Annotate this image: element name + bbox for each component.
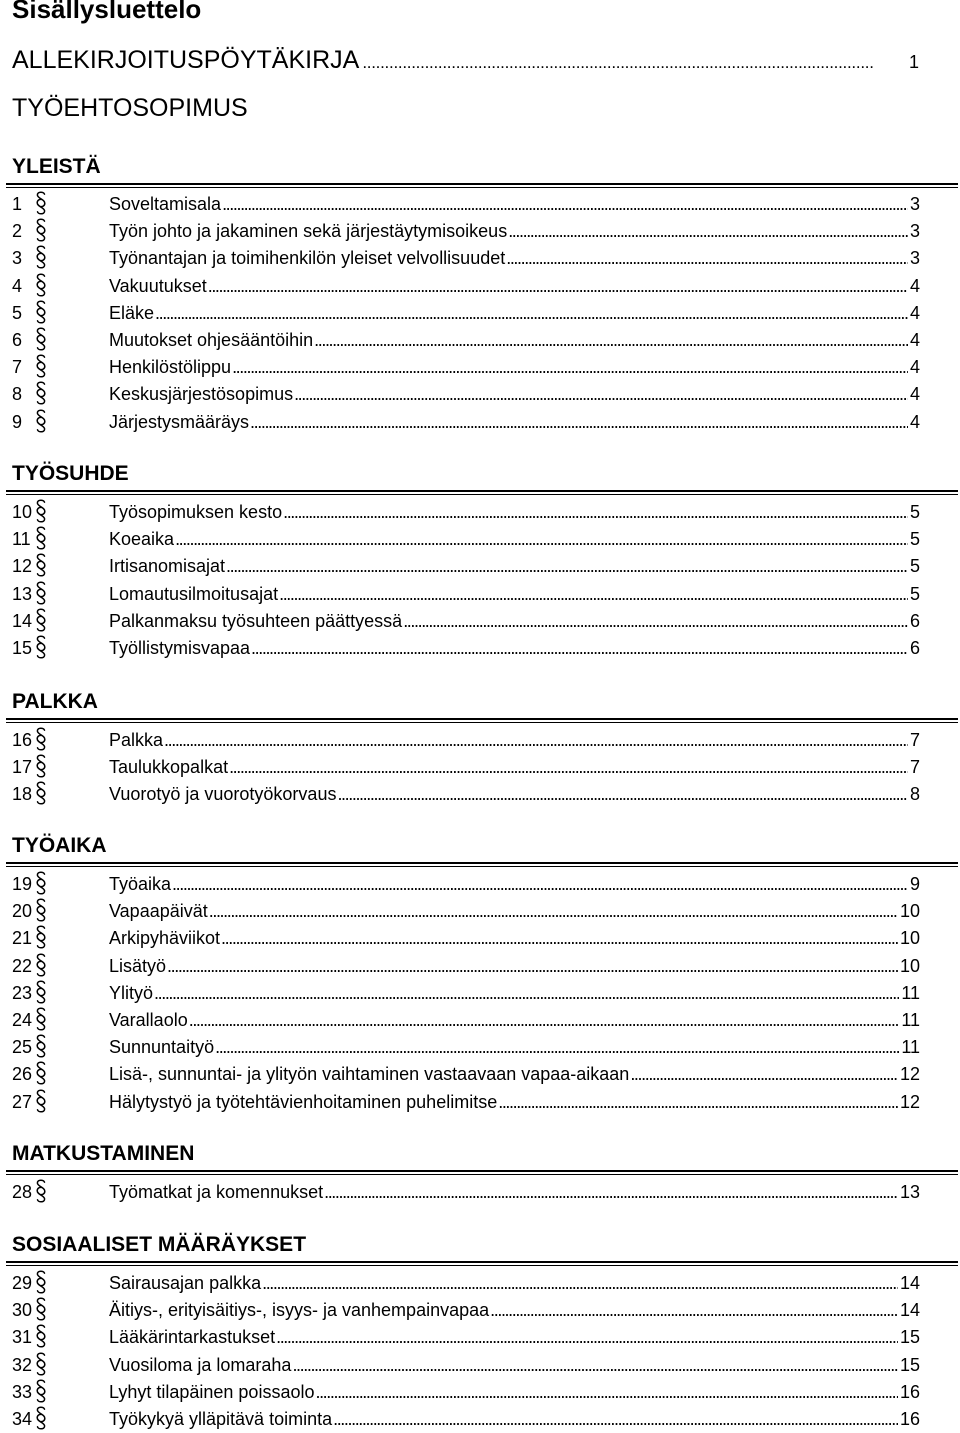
toc-entry-page: 4	[909, 384, 920, 405]
toc-entry-number: 11	[12, 529, 31, 550]
toc-entry-number: 12	[12, 556, 33, 577]
toc-entry-label: Työmatkat ja komennukset	[109, 1182, 324, 1202]
toc-entry-label: Muutokset ohjesääntöihin	[109, 330, 314, 350]
toc-top-entry[interactable]	[12, 44, 919, 79]
toc-entry-page: 12	[899, 1064, 920, 1085]
toc-entry-label: Työkykyä ylläpitävä toiminta	[109, 1409, 333, 1429]
toc-entry-label: Palkanmaksu työsuhteen päättyessä	[109, 610, 403, 631]
toc-entry-page: 11	[901, 1010, 920, 1030]
toc-entry-number: 33	[12, 1381, 33, 1402]
toc-entry-number: 15	[12, 638, 33, 658]
dot-leader	[314, 327, 908, 354]
toc-top-entry-label: TYÖEHTOSOPIMUS	[12, 94, 248, 122]
dot-leader	[362, 47, 906, 79]
toc-entry-page: 16	[899, 1381, 920, 1402]
toc-entry-page: 6	[909, 638, 920, 658]
toc-entry-label: Vuosiloma ja lomaraha	[109, 1354, 292, 1375]
toc-top-entry-page: 1	[908, 52, 919, 72]
toc-entry[interactable]	[12, 898, 920, 925]
toc-entry-page: 5	[909, 529, 920, 550]
toc-entry-page: 4	[909, 330, 920, 350]
toc-entry[interactable]	[12, 1406, 920, 1433]
dot-leader	[315, 1379, 897, 1406]
page-title: Sisällysluettelo	[12, 0, 202, 24]
toc-entry-label: Lisätyö	[109, 955, 167, 976]
toc-entry-number: 5	[12, 302, 23, 323]
dot-leader	[215, 1034, 899, 1061]
dot-leader	[333, 1406, 898, 1433]
dot-leader	[251, 635, 908, 662]
toc-entry[interactable]	[12, 354, 920, 381]
dot-leader	[337, 781, 908, 808]
toc-entry-number: 14	[12, 610, 33, 631]
toc-entry-number: 30	[12, 1300, 33, 1321]
toc-entry-page: 6	[909, 610, 920, 631]
toc-entry-label: Lisä-, sunnuntai- ja ylityön vaihtaminen vastaavaan vapaa-aikaan	[109, 1064, 630, 1085]
toc-entry[interactable]	[12, 499, 920, 526]
dot-leader	[221, 925, 898, 952]
section-heading: TYÖSUHDE	[12, 462, 129, 485]
toc-entry-number: 26	[12, 1064, 33, 1085]
toc-entry-number: 27	[12, 1091, 33, 1112]
toc-entry-label: Äitiys-, erityisäitiys-, isyys- ja vanhempainvapaa	[109, 1300, 490, 1321]
dot-leader	[189, 1007, 900, 1034]
dot-leader	[164, 727, 908, 754]
toc-entry[interactable]	[12, 1324, 920, 1351]
toc-entry-number: 21	[12, 928, 33, 949]
toc-entry-page: 4	[909, 357, 920, 378]
toc-entry[interactable]	[12, 581, 920, 608]
toc-entry-page: 4	[909, 302, 920, 323]
toc-entry-page: 11	[901, 1037, 920, 1058]
dot-leader	[229, 754, 908, 781]
toc-entry-number: 19	[12, 874, 33, 894]
dot-leader	[498, 1089, 898, 1116]
toc-entry-number: 34	[12, 1409, 33, 1429]
toc-entry-label: Työnantajan ja toimihenkilön yleiset velvollisuudet	[109, 248, 506, 269]
toc-entry-number: 3	[12, 248, 23, 269]
toc-entry-page: 10	[899, 901, 920, 922]
dot-leader	[506, 245, 908, 272]
toc-entry-number: 2	[12, 221, 23, 242]
toc-entry[interactable]	[12, 754, 920, 781]
toc-entry-page: 11	[901, 982, 920, 1003]
toc-entry-page: 5	[909, 556, 920, 577]
toc-entry[interactable]	[12, 635, 920, 662]
section-divider	[6, 718, 958, 723]
section-heading: SOSIAALISET MÄÄRÄYKSET	[12, 1233, 307, 1256]
toc-entry-label: Vapaapäivät	[109, 901, 208, 922]
dot-leader	[262, 1270, 898, 1297]
dot-leader	[167, 953, 898, 980]
toc-entry-label: Työaika	[109, 874, 172, 894]
toc-entry-page: 15	[899, 1327, 920, 1348]
toc-entry-page: 7	[909, 730, 920, 750]
toc-entry[interactable]	[12, 273, 920, 300]
toc-entry-label: Eläke	[109, 302, 155, 323]
toc-entry[interactable]	[12, 1179, 920, 1206]
section-divider	[6, 862, 958, 867]
toc-entry[interactable]	[12, 953, 920, 980]
toc-entry-label: Keskusjärjestösopimus	[109, 384, 294, 405]
toc-entry[interactable]	[12, 327, 920, 354]
toc-entry-page: 5	[909, 583, 920, 604]
toc-entry-number: 17	[12, 757, 33, 778]
toc-entry-page: 3	[909, 194, 920, 214]
toc-entry[interactable]	[12, 727, 920, 754]
toc-entry-number: 1	[12, 194, 23, 214]
section-heading: MATKUSTAMINEN	[12, 1142, 195, 1165]
toc-entry[interactable]	[12, 218, 920, 245]
section-heading: YLEISTÄ	[12, 155, 101, 178]
toc-entry-number: 18	[12, 784, 33, 805]
toc-entry-label: Palkka	[109, 730, 164, 750]
dot-leader	[630, 1061, 898, 1088]
toc-entry-label: Työn johto ja jakaminen sekä järjestäytymisoikeus	[109, 221, 508, 242]
section-divider	[6, 1261, 958, 1266]
dot-leader	[276, 1324, 898, 1351]
dot-leader	[403, 608, 908, 635]
toc-entry-label: Sunnuntaityö	[109, 1037, 215, 1058]
toc-top-entry-label: ALLEKIRJOITUSPÖYTÄKIRJA	[12, 46, 360, 74]
dot-leader	[250, 409, 908, 436]
section-divider	[6, 490, 958, 495]
toc-entry-label: Lomautusilmoitusajat	[109, 583, 279, 604]
toc-entry-label: Sairausajan palkka	[109, 1273, 262, 1293]
toc-entry-number: 32	[12, 1354, 33, 1375]
toc-entry-number: 9	[12, 411, 23, 432]
toc-entry-number: 31	[12, 1327, 33, 1348]
toc-entry-page: 13	[899, 1182, 920, 1202]
toc-entry[interactable]	[12, 1061, 920, 1088]
toc-entry[interactable]	[12, 553, 920, 580]
toc-entry[interactable]	[12, 1270, 920, 1297]
toc-entry-page: 16	[899, 1409, 920, 1429]
toc-entry[interactable]	[12, 1297, 920, 1324]
toc-entry[interactable]	[12, 871, 920, 898]
dot-leader	[508, 218, 908, 245]
dot-leader	[283, 499, 908, 526]
toc-entry-number: 13	[12, 583, 33, 604]
dot-leader	[490, 1297, 898, 1324]
toc-entry-label: Järjestysmääräys	[109, 411, 250, 432]
toc-entry-label: Vakuutukset	[109, 275, 207, 296]
dot-leader	[279, 581, 908, 608]
toc-entry[interactable]	[12, 1379, 920, 1406]
toc-entry[interactable]	[12, 781, 920, 808]
toc-entry-number: 28	[12, 1182, 33, 1202]
toc-entry[interactable]	[12, 526, 920, 553]
toc-entry-number: 8	[12, 384, 23, 405]
toc-entry-page: 3	[909, 248, 920, 269]
toc-entry-page: 15	[899, 1354, 920, 1375]
toc-entry-label: Työsopimuksen kesto	[109, 502, 283, 522]
toc-entry-label: Työllistymisvapaa	[109, 638, 251, 658]
dot-leader	[172, 871, 908, 898]
toc-entry-number: 6	[12, 330, 23, 350]
toc-entry-label: Taulukkopalkat	[109, 757, 229, 778]
toc-entry-page: 9	[909, 874, 920, 894]
toc-entry-label: Koeaika	[109, 529, 175, 550]
toc-entry-number: 22	[12, 955, 33, 976]
toc-entry-page: 7	[909, 757, 920, 778]
dot-leader	[209, 898, 898, 925]
dot-leader	[324, 1179, 898, 1206]
toc-entry[interactable]	[12, 980, 920, 1007]
toc-entry[interactable]	[12, 300, 920, 327]
toc-entry-page: 12	[899, 1091, 920, 1112]
dot-leader	[226, 553, 908, 580]
toc-entry-number: 23	[12, 982, 33, 1003]
toc-entry-number: 16	[12, 730, 33, 750]
dot-leader	[232, 354, 908, 381]
toc-entry-label: Ylityö	[109, 982, 154, 1003]
toc-entry[interactable]	[12, 1034, 920, 1061]
toc-entry-number: 10	[12, 502, 33, 522]
dot-leader	[222, 191, 908, 218]
section-heading: TYÖAIKA	[12, 834, 107, 857]
toc-entry-label: Arkipyhäviikot	[109, 928, 221, 949]
toc-top-entry[interactable]	[12, 92, 248, 124]
dot-leader	[175, 526, 908, 553]
toc-entry-label: Irtisanomisajat	[109, 556, 226, 577]
toc-entry-number: 4	[12, 275, 23, 296]
toc-entry[interactable]	[12, 925, 920, 952]
toc-entry-page: 4	[909, 275, 920, 296]
toc-entry-number: 29	[12, 1273, 33, 1293]
section-divider	[6, 183, 958, 188]
toc-entry-number: 20	[12, 901, 33, 922]
toc-entry-label: Lääkärintarkastukset	[109, 1327, 276, 1348]
toc-entry-page: 4	[909, 411, 920, 432]
toc-entry-page: 14	[899, 1300, 920, 1321]
toc-entry-page: 5	[909, 502, 920, 522]
toc-entry-label: Vuorotyö ja vuorotyökorvaus	[109, 784, 337, 805]
toc-entry-page: 10	[899, 955, 920, 976]
toc-entry-label: Varallaolo	[109, 1010, 188, 1030]
dot-leader	[294, 381, 908, 408]
toc-entry-number: 24	[12, 1010, 33, 1030]
toc-entry-number: 7	[12, 357, 23, 378]
toc-entry-page: 8	[909, 784, 920, 805]
toc-entry-number: 25	[12, 1037, 33, 1058]
toc-entry-label: Hälytystyö ja työtehtävienhoitaminen puhelimitse	[109, 1091, 498, 1112]
toc-entry[interactable]	[12, 1089, 920, 1116]
toc-entry[interactable]	[12, 608, 920, 635]
toc-entry[interactable]	[12, 245, 920, 272]
toc-entry-page: 14	[899, 1273, 920, 1293]
toc-entry-label: Soveltamisala	[109, 194, 222, 214]
toc-entry[interactable]	[12, 409, 920, 436]
toc-entry-page: 3	[909, 221, 920, 242]
section-heading: PALKKA	[12, 690, 98, 713]
toc-entry-label: Henkilöstölippu	[109, 357, 232, 378]
section-divider	[6, 1170, 958, 1175]
dot-leader	[208, 273, 908, 300]
toc-entry-page: 10	[899, 928, 920, 949]
dot-leader	[292, 1352, 898, 1379]
toc-entry[interactable]	[12, 191, 920, 218]
dot-leader	[155, 300, 908, 327]
dot-leader	[154, 980, 899, 1007]
toc-entry[interactable]	[12, 1352, 920, 1379]
toc-entry-label: Lyhyt tilapäinen poissaolo	[109, 1381, 315, 1402]
toc-entry[interactable]	[12, 381, 920, 408]
toc-entry[interactable]	[12, 1007, 920, 1034]
